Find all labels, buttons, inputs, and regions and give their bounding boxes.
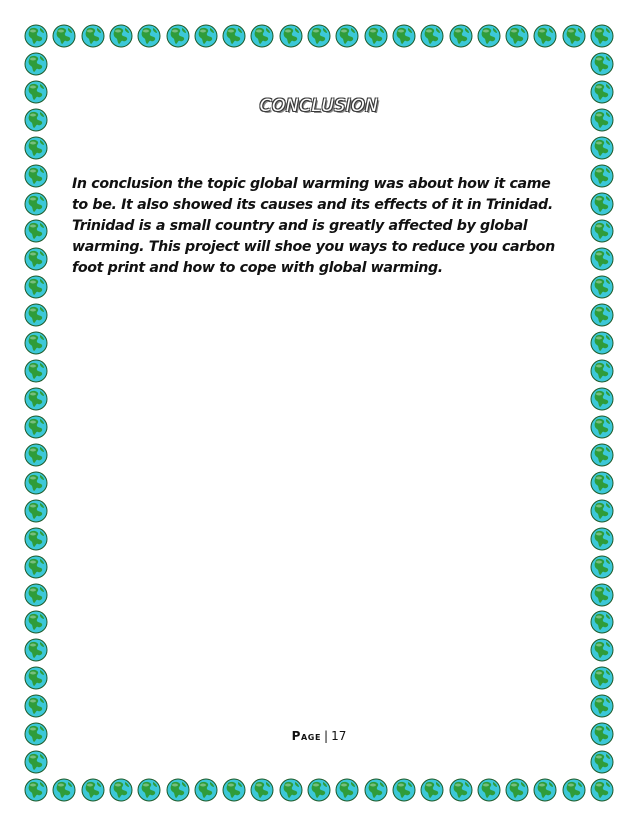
globe-icon [307, 778, 331, 802]
globe-icon [194, 778, 218, 802]
globe-icon [24, 247, 48, 271]
globe-icon [24, 387, 48, 411]
globe-icon [166, 24, 190, 48]
globe-icon [81, 24, 105, 48]
globe-icon [109, 778, 133, 802]
globe-icon [109, 24, 133, 48]
globe-icon [590, 694, 614, 718]
globe-icon [24, 52, 48, 76]
globe-icon [24, 415, 48, 439]
page-title: CONCLUSION [259, 96, 379, 116]
globe-icon [505, 24, 529, 48]
globe-icon [24, 275, 48, 299]
globe-icon [137, 24, 161, 48]
globe-icon [24, 136, 48, 160]
globe-icon [24, 471, 48, 495]
globe-icon [590, 359, 614, 383]
globe-icon [24, 499, 48, 523]
globe-icon [24, 778, 48, 802]
footer-separator: | [324, 729, 329, 743]
globe-icon [590, 610, 614, 634]
globe-icon [590, 527, 614, 551]
globe-icon [505, 778, 529, 802]
globe-icon [590, 136, 614, 160]
globe-icon [279, 24, 303, 48]
globe-icon [420, 778, 444, 802]
page-footer [0, 729, 638, 743]
globe-icon [590, 778, 614, 802]
globe-icon [24, 638, 48, 662]
globe-icon [590, 247, 614, 271]
globe-icon [137, 778, 161, 802]
globe-icon [24, 694, 48, 718]
globe-icon [590, 387, 614, 411]
globe-icon [279, 778, 303, 802]
globe-icon [250, 778, 274, 802]
globe-icon [449, 24, 473, 48]
globe-icon [590, 164, 614, 188]
globe-icon [24, 164, 48, 188]
globe-icon [24, 192, 48, 216]
globe-icon [222, 778, 246, 802]
globe-icon [590, 52, 614, 76]
globe-icon [52, 778, 76, 802]
globe-icon [420, 24, 444, 48]
conclusion-paragraph: In conclusion the topic global warming was about how it came to be. It also showed its causes and its effects of it in Trinidad. Trinidad is a small country and is greatly affected by global warming. This project will shoe you ways to reduce you carbon foot print and how to cope with global warming. [72, 176, 555, 276]
globe-icon [590, 638, 614, 662]
globe-icon [590, 219, 614, 243]
globe-icon [24, 527, 48, 551]
globe-icon [590, 331, 614, 355]
globe-icon [194, 24, 218, 48]
globe-icon [590, 666, 614, 690]
globe-icon [590, 471, 614, 495]
globe-icon [24, 750, 48, 774]
globe-icon [24, 583, 48, 607]
globe-icon [250, 24, 274, 48]
globe-icon [364, 24, 388, 48]
globe-icon [81, 778, 105, 802]
globe-icon [222, 24, 246, 48]
globe-icon [166, 778, 190, 802]
globe-icon [590, 443, 614, 467]
globe-icon [24, 555, 48, 579]
globe-icon [307, 24, 331, 48]
globe-icon [533, 24, 557, 48]
globe-icon [24, 303, 48, 327]
globe-icon [364, 778, 388, 802]
footer-page-label: Page [291, 729, 322, 743]
globe-icon [24, 610, 48, 634]
globe-icon [533, 778, 557, 802]
globe-icon [52, 24, 76, 48]
globe-icon [590, 415, 614, 439]
footer-page-number: 17 [331, 729, 347, 743]
globe-icon [590, 555, 614, 579]
globe-icon [449, 778, 473, 802]
globe-icon [477, 24, 501, 48]
globe-icon [562, 778, 586, 802]
globe-icon [590, 24, 614, 48]
globe-icon [590, 750, 614, 774]
globe-icon [24, 443, 48, 467]
globe-icon [590, 303, 614, 327]
globe-icon [335, 778, 359, 802]
globe-icon [590, 192, 614, 216]
globe-icon [392, 778, 416, 802]
globe-icon [477, 778, 501, 802]
globe-icon [24, 359, 48, 383]
globe-icon [24, 219, 48, 243]
globe-icon [24, 331, 48, 355]
globe-icon [562, 24, 586, 48]
globe-icon [24, 24, 48, 48]
globe-icon [24, 666, 48, 690]
globe-icon [335, 24, 359, 48]
globe-icon [590, 583, 614, 607]
globe-icon [392, 24, 416, 48]
globe-icon [590, 275, 614, 299]
globe-icon [590, 499, 614, 523]
